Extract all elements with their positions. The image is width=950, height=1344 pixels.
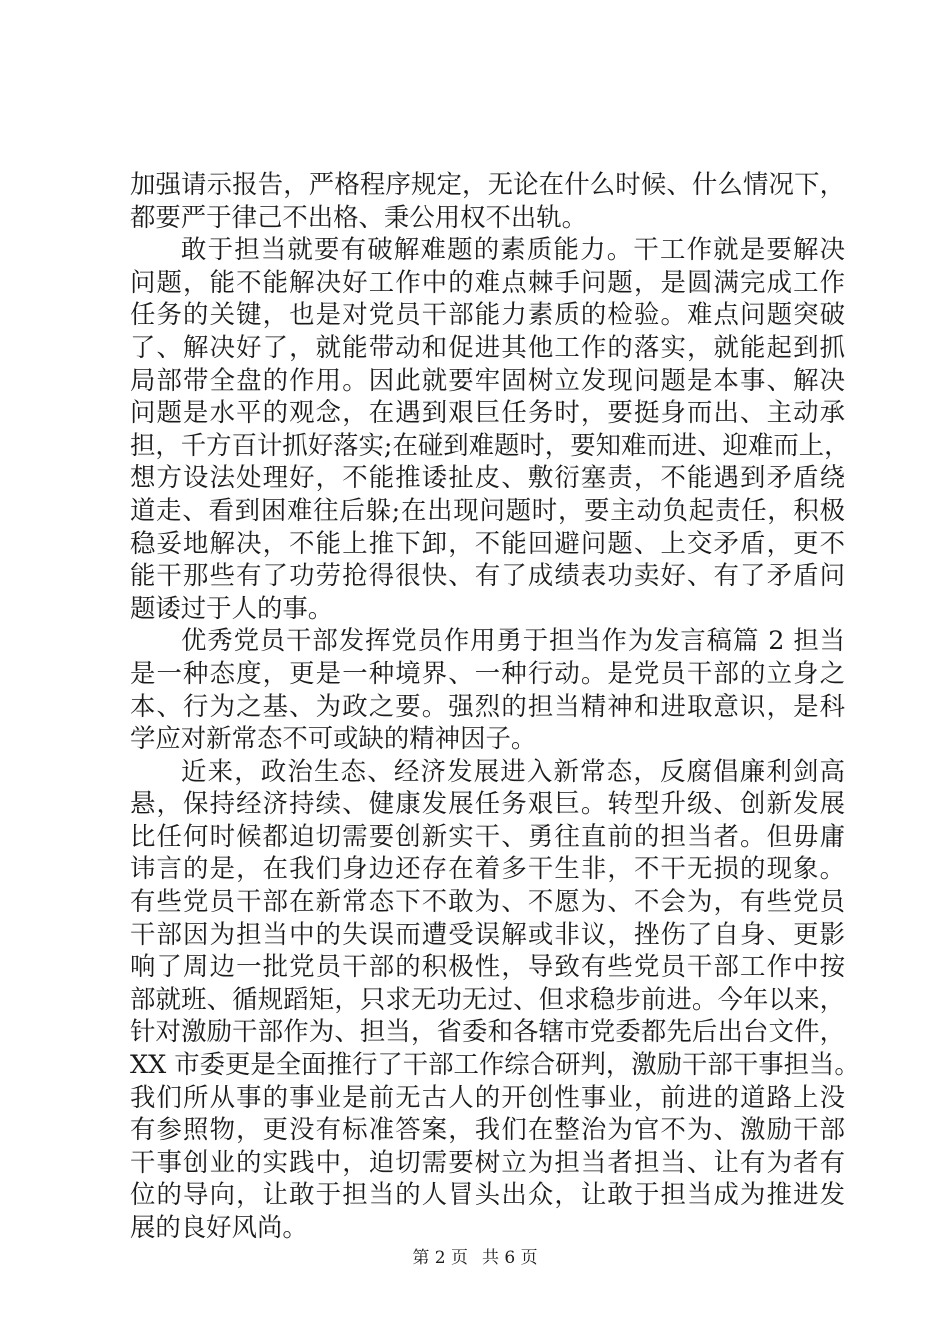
text-line: 敢于担当就要有破解难题的素质能力。干工作就是要解决 [181, 234, 845, 265]
text-line: 展的良好风尚。 [130, 1212, 308, 1242]
text-line: 部就班、循规蹈矩，只求无功无过、但求稳步前进。今年以来， [130, 983, 845, 1014]
text-line: 比任何时候都迫切需要创新实干、勇往直前的担当者。但毋庸 [130, 820, 845, 851]
text-line: 局部带全盘的作用。因此就要牢固树立发现问题是本事、解决 [130, 364, 845, 395]
text-line: 针对激励干部作为、担当，省委和各辖市党委都先后出台文件， [130, 1016, 845, 1047]
text-line: 位的导向，让敢于担当的人冒头出众，让敢于担当成为推进发 [130, 1179, 845, 1210]
text-line: 学应对新常态不可或缺的精神因子。 [130, 723, 537, 754]
text-line: 道走、看到困难往后躲;在出现问题时，要主动负起责任，积极 [130, 494, 845, 525]
text-line: 响了周边一批党员干部的积极性，导致有些党员干部工作中按 [130, 951, 845, 982]
text-line: 近来，政治生态、经济发展进入新常态，反腐倡廉利剑高 [181, 755, 845, 786]
text-line: 加强请示报告，严格程序规定，无论在什么时候、什么情况下， [130, 169, 845, 199]
text-line: 想方设法处理好，不能推诿扯皮、敷衍塞责，不能遇到矛盾绕 [130, 462, 845, 493]
text-line: 有些党员干部在新常态下不敢为、不愿为、不会为，有些党员 [130, 886, 845, 917]
text-line: 优秀党员干部发挥党员作用勇于担当作为发言稿篇 2 担当 [181, 625, 845, 656]
text-line: 都要严于律己不出格、秉公用权不出轨。 [130, 201, 588, 232]
text-line: 干事创业的实践中，迫切需要树立为担当者担当、让有为者有 [130, 1146, 845, 1177]
text-line: 稳妥地解决，不能上推下卸，不能回避问题、上交矛盾，更不 [130, 527, 845, 558]
text-line: 问题是水平的观念，在遇到艰巨任务时，要挺身而出、主动承 [130, 397, 845, 428]
page-number: 第 2 页 [412, 1248, 468, 1268]
page-total: 共 6 页 [482, 1248, 538, 1268]
page-footer [0, 1247, 950, 1269]
text-line: XX 市委更是全面推行了干部工作综合研判，激励干部干事担当。 [130, 1049, 860, 1080]
body-text [130, 168, 860, 1244]
text-line: 是一种态度，更是一种境界、一种行动。是党员干部的立身之 [130, 657, 845, 688]
text-line: 讳言的是，在我们身边还存在着多干生非，不干无损的现象。 [130, 853, 845, 884]
text-line: 问题，能不能解决好工作中的难点棘手问题，是圆满完成工作 [130, 266, 845, 297]
text-line: 能干那些有了功劳抢得很快、有了成绩表功卖好、有了矛盾问 [130, 560, 845, 591]
text-line: 任务的关键，也是对党员干部能力素质的检验。难点问题突破 [130, 299, 845, 330]
text-line: 担，千方百计抓好落实;在碰到难题时，要知难而进、迎难而上， [130, 429, 850, 460]
text-line: 悬，保持经济持续、健康发展任务艰巨。转型升级、创新发展 [130, 788, 845, 819]
text-line: 有参照物，更没有标准答案，我们在整治为官不为、激励干部 [130, 1114, 845, 1145]
text-line: 题诿过于人的事。 [130, 592, 334, 623]
text-line: 本、行为之基、为政之要。强烈的担当精神和进取意识，是科 [130, 690, 845, 721]
text-line: 干部因为担当中的失误而遭受误解或非议，挫伤了自身、更影 [130, 918, 845, 949]
text-line: 我们所从事的事业是前无古人的开创性事业，前进的道路上没 [130, 1081, 845, 1112]
text-line: 了、解决好了，就能带动和促进其他工作的落实，就能起到抓 [130, 331, 845, 362]
